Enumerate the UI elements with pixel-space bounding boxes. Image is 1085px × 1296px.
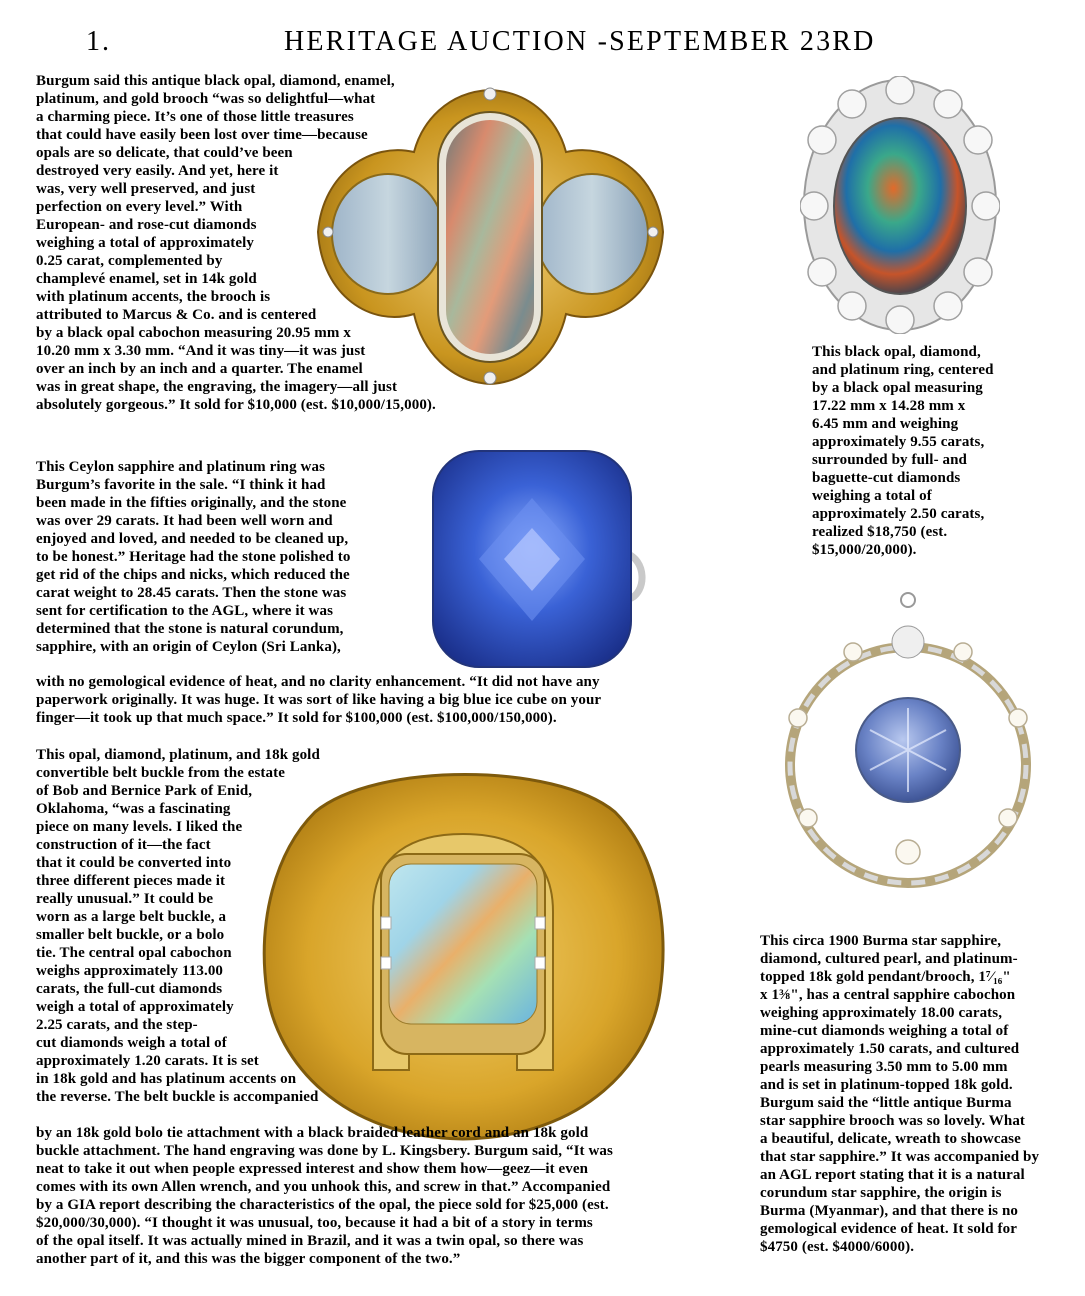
brooch-text-line: 10.20 mm x 3.30 mm. “And it was tiny—it was just — [36, 343, 366, 359]
sapphire-ring-text-line: get rid of the chips and nicks, which reduced the — [36, 567, 350, 583]
belt-buckle-text-line: construction of it—the fact — [36, 837, 211, 853]
brooch-text-line: a charming piece. It’s one of those little treasures — [36, 109, 354, 125]
brooch-text-line: 0.25 carat, complemented by — [36, 253, 223, 269]
belt-buckle-text-line: by a GIA report describing the characteristics of the opal, the piece sold for $25,000 (est. — [36, 1197, 609, 1213]
sapphire-ring-text-line: carat weight to 28.45 carats. Then the stone was — [36, 585, 347, 601]
brooch-text-line: champlevé enamel, set in 14k gold — [36, 271, 257, 287]
belt-buckle-text-line: another part of it, and this was the bigger component of the two.” — [36, 1251, 461, 1267]
sapphire-ring-image — [425, 443, 650, 675]
sapphire-ring-text-line: paperwork originally. It was huge. It was sort of like having a big blue ice cube on your — [36, 692, 602, 708]
opal-ring-text-line: This black opal, diamond, — [812, 344, 981, 360]
opal-ring-text-line: 17.22 mm x 14.28 mm x — [812, 398, 966, 414]
opal-ring-text-line: 6.45 mm and weighing — [812, 416, 959, 432]
sapphire-ring-text-line: This Ceylon sapphire and platinum ring was — [36, 459, 326, 475]
brooch-text-line: opals are so delicate, that could’ve been — [36, 145, 293, 161]
pendant-text-line: corundum star sapphire, the origin is — [760, 1185, 1002, 1201]
pendant-text-line: star sapphire brooch was so lovely. What — [760, 1113, 1026, 1129]
page-number: 1. — [86, 26, 111, 57]
pendant-text-line: weighing approximately 18.00 carats, — [760, 1005, 1003, 1021]
belt-buckle-text-line: approximately 1.20 carats. It is set — [36, 1053, 259, 1069]
belt-buckle-image — [255, 742, 672, 1142]
belt-buckle-text-line: the reverse. The belt buckle is accompanied — [36, 1089, 319, 1105]
sapphire-ring-text-line: been made in the fifties originally, and the stone — [36, 495, 347, 511]
page-title: HERITAGE AUCTION -SEPTEMBER 23RD — [284, 26, 876, 57]
belt-buckle-text-line: really unusual.” It could be — [36, 891, 214, 907]
pendant-text-line: mine-cut diamonds weighing a total of — [760, 1023, 1009, 1039]
pendant-text-line: Burma (Myanmar), and that there is no — [760, 1203, 1018, 1219]
sapphire-ring-text-line: determined that the stone is natural corundum, — [36, 621, 344, 637]
pendant-text-line: gemological evidence of heat. It sold for — [760, 1221, 1017, 1237]
sapphire-ring-text-line: enjoyed and loved, and needed to be cleaned up, — [36, 531, 349, 547]
belt-buckle-text-line: neat to take it out when people expressed interest and show them how—geez—it even — [36, 1161, 589, 1177]
pendant-text-line: topped 18k gold pendant/brooch, 1⁷⁄₁₆" — [760, 969, 1011, 985]
belt-buckle-text-line: that it could be converted into — [36, 855, 232, 871]
opal-ring-text-line: realized $18,750 (est. — [812, 524, 948, 540]
pendant-text-line: an AGL report stating that it is a natural — [760, 1167, 1025, 1183]
belt-buckle-text-line: $20,000/30,000). “I thought it was unusual, too, because it had a bit of a story in terms — [36, 1215, 593, 1231]
opal-ring-image — [800, 76, 1000, 334]
brooch-text-line: attributed to Marcus & Co. and is centered — [36, 307, 317, 323]
opal-ring-text-line: surrounded by full- and — [812, 452, 967, 468]
opal-ring-text-line: approximately 2.50 carats, — [812, 506, 985, 522]
pendant-photo — [758, 590, 1058, 925]
belt-buckle-text-line: worn as a large belt buckle, a — [36, 909, 227, 925]
sapphire-ring-text-line: sent for certification to the AGL, where it was — [36, 603, 334, 619]
pendant-text-line: $4750 (est. $4000/6000). — [760, 1239, 915, 1255]
pendant-text-line: pearls measuring 3.50 mm to 5.00 mm — [760, 1059, 1008, 1075]
belt-buckle-photo — [255, 742, 672, 1142]
pendant-text-line: Burgum said the “little antique Burma — [760, 1095, 1012, 1111]
pendant-text-line: x 1⅜", has a central sapphire cabochon — [760, 987, 1016, 1003]
sapphire-ring-text-line: with no gemological evidence of heat, and no clarity enhancement. “It did not have any — [36, 674, 600, 690]
belt-buckle-text-line: of the opal itself. It was actually mined in Brazil, and it was a twin opal, so there was — [36, 1233, 584, 1249]
belt-buckle-text-line: by an 18k gold bolo tie attachment with a black braided leather cord and an 18k gold — [36, 1125, 589, 1141]
sapphire-ring-text-line: sapphire, with an origin of Ceylon (Sri Lanka), — [36, 639, 341, 655]
brooch-text-line: European- and rose-cut diamonds — [36, 217, 257, 233]
belt-buckle-text-line: smaller belt buckle, or a bolo — [36, 927, 225, 943]
pendant-text-line: and is set in platinum-topped 18k gold. — [760, 1077, 1013, 1093]
brooch-text-line: with platinum accents, the brooch is — [36, 289, 271, 305]
opal-ring-text-line: by a black opal measuring — [812, 380, 983, 396]
opal-ring-text-line: approximately 9.55 carats, — [812, 434, 985, 450]
brooch-text-line: destroyed very easily. And yet, here it — [36, 163, 279, 179]
brooch-text-line: weighing a total of approximately — [36, 235, 255, 251]
belt-buckle-text-line: 2.25 carats, and the step- — [36, 1017, 198, 1033]
pendant-text-line: that star sapphire.” It was accompanied by — [760, 1149, 1040, 1165]
pendant-text-line: diamond, cultured pearl, and platinum- — [760, 951, 1018, 967]
belt-buckle-text-line: in 18k gold and has platinum accents on — [36, 1071, 297, 1087]
brooch-text-line: by a black opal cabochon measuring 20.95 mm x — [36, 325, 351, 341]
sapphire-ring-photo — [425, 443, 650, 675]
belt-buckle-text-line: weigh a total of approximately — [36, 999, 234, 1015]
opal-ring-photo — [800, 76, 1000, 334]
belt-buckle-text-line: carats, the full-cut diamonds — [36, 981, 223, 997]
belt-buckle-text-line: This opal, diamond, platinum, and 18k gold — [36, 747, 320, 763]
brooch-text-line: perfection on every level.” With — [36, 199, 243, 215]
pendant-text-line: This circa 1900 Burma star sapphire, — [760, 933, 1002, 949]
belt-buckle-text-line: Oklahoma, “was a fascinating — [36, 801, 231, 817]
belt-buckle-text-line: piece on many levels. I liked the — [36, 819, 243, 835]
belt-buckle-text-line: buckle attachment. The hand engraving was done by L. Kingsbery. Burgum said, “It was — [36, 1143, 613, 1159]
sapphire-ring-text-line: finger—it took up that much space.” It sold for $100,000 (est. $100,000/150,000). — [36, 710, 557, 726]
sapphire-ring-text-line: was over 29 carats. It had been well worn and — [36, 513, 333, 529]
opal-ring-text-line: $15,000/20,000). — [812, 542, 917, 558]
sapphire-ring-text-line: Burgum’s favorite in the sale. “I think it had — [36, 477, 326, 493]
brooch-text-line: Burgum said this antique black opal, diamond, enamel, — [36, 73, 395, 89]
belt-buckle-text-line: three different pieces made it — [36, 873, 226, 889]
brooch-text-line: over an inch by an inch and a quarter. The enamel — [36, 361, 363, 377]
belt-buckle-text-line: weighs approximately 113.00 — [36, 963, 224, 979]
belt-buckle-text-line: convertible belt buckle from the estate — [36, 765, 285, 781]
pendant-text-line: a beautiful, delicate, wreath to showcase — [760, 1131, 1021, 1147]
brooch-text-line: was in great shape, the engraving, the imagery—all just — [36, 379, 398, 395]
brooch-text-line: platinum, and gold brooch “was so delightful—what — [36, 91, 376, 107]
belt-buckle-text-line: comes with its own Allen wrench, and you unhook this, and screw in that.” Accompanied — [36, 1179, 611, 1195]
pendant-text-line: approximately 1.50 carats, and cultured — [760, 1041, 1020, 1057]
belt-buckle-text-line: cut diamonds weigh a total of — [36, 1035, 227, 1051]
belt-buckle-text-line: tie. The central opal cabochon — [36, 945, 232, 961]
brooch-text-line: that could have easily been lost over time—because — [36, 127, 368, 143]
brooch-text-line: absolutely gorgeous.” It sold for $10,000 (est. $10,000/15,000). — [36, 397, 436, 413]
opal-ring-text-line: and platinum ring, centered — [812, 362, 994, 378]
opal-ring-text-line: baguette-cut diamonds — [812, 470, 961, 486]
sapphire-ring-text-line: to be honest.” Heritage had the stone polished to — [36, 549, 351, 565]
brooch-text-line: was, very well preserved, and just — [36, 181, 256, 197]
opal-ring-text-line: weighing a total of — [812, 488, 932, 504]
belt-buckle-text-line: of Bob and Bernice Park of Enid, — [36, 783, 253, 799]
pendant-image — [758, 590, 1058, 925]
